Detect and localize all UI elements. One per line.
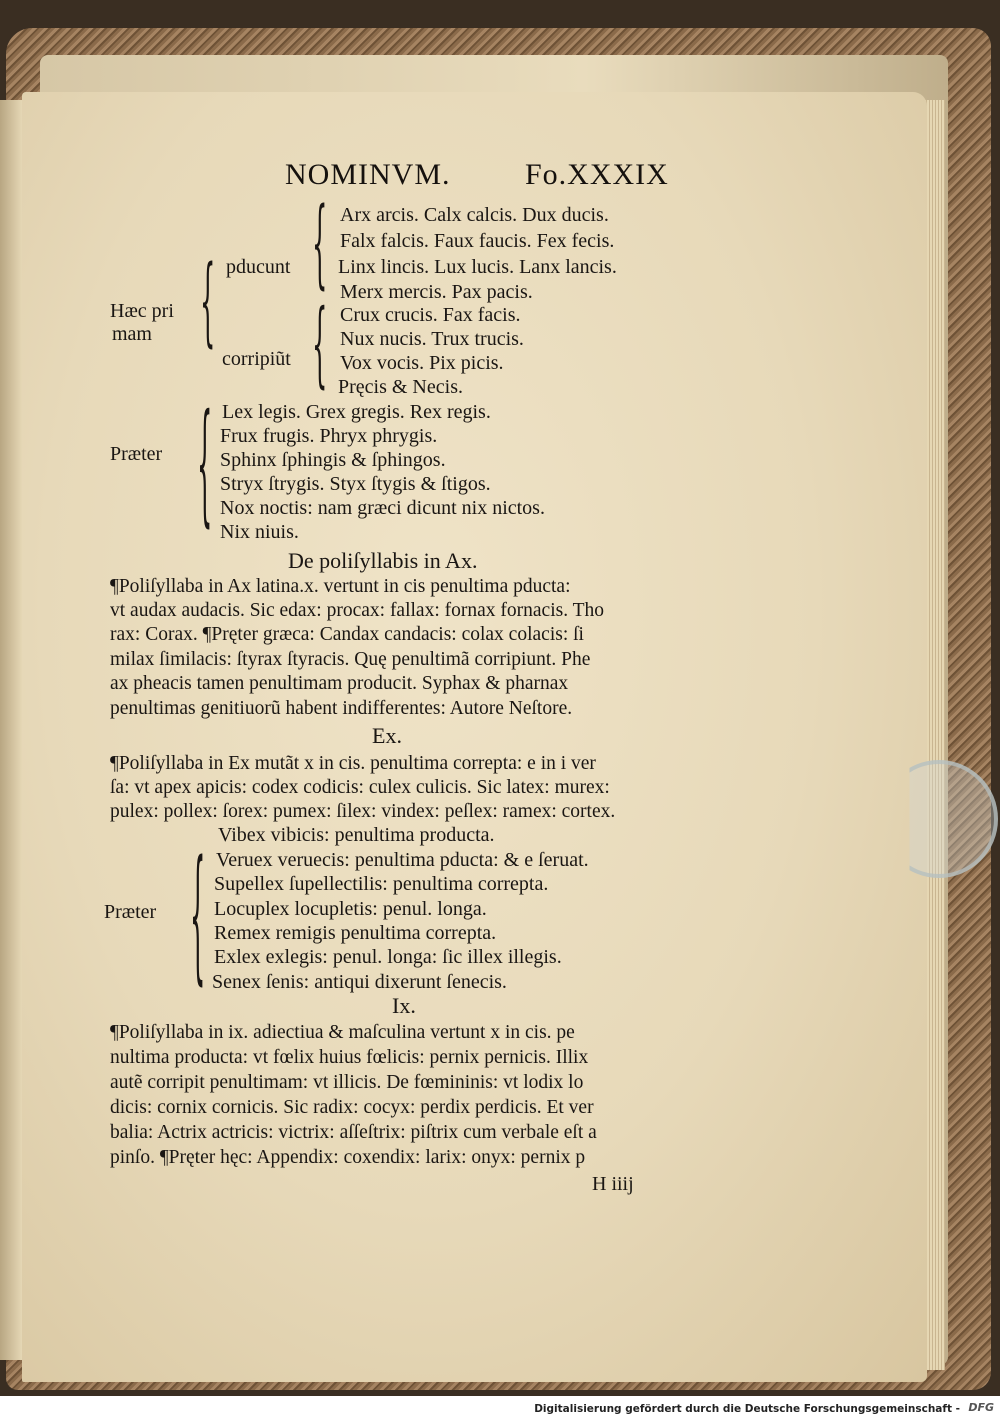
produce-line: Arx arcis. Calx calcis. Dux ducis. [340,204,609,226]
ex-list-line: Senex ſenis: antiqui dixerunt ſenecis. [212,971,507,993]
ix-paragraph-line: autẽ corripit penultimam: vt illicis. De fœmininis: vt lodix lo [110,1072,584,1093]
side-label-praeter: Præter [110,443,163,465]
heading-ex: Ex. [372,723,402,748]
heading-ix: Ix. [392,993,416,1018]
ex-paragraph-line: ¶Poliſyllaba in Ex mutãt x in cis. penultima correpta: e in i ver [110,753,596,774]
ex-paragraph-line: pulex: pollex: ſorex: pumex: ſilex: vindex: peſlex: ramex: cortex. [110,801,616,822]
ix-paragraph-line: ¶Poliſyllaba in ix. adiectiua & maſculina vertunt x in cis. pe [110,1022,575,1043]
dfg-logo-icon: DFG [968,1401,994,1414]
praeter-line: Lex legis. Grex gregis. Rex regis. [222,401,491,423]
ex-list-line: Remex remigis penultima correpta. [214,922,497,944]
ix-paragraph-line: balia: Actrix actricis: victrix: aſſeſtrix: piſtrix cum verbale eſt a [110,1122,597,1143]
corripiunt-line: Pręcis & Necis. [338,376,463,398]
running-header-left: NOMINVM. [285,158,451,191]
ax-paragraph-line: penultimas genitiuorũ habent indifferentes: Autore Neſtore. [110,698,573,719]
facing-page-strip [0,100,22,1360]
footer-credit: Digitalisierung gefördert durch die Deutsche Forschungsgemeinschaft - [534,1403,960,1415]
ax-paragraph-line: rax: Corax. ¶Pręter græca: Candax candacis: colax colacis: ſi [110,624,584,645]
praeter-line: Nox noctis: nam græci dicunt nix nictos. [220,497,545,519]
ex-paragraph-line: ſa: vt apex apicis: codex codicis: culex culicis. Sic latex: murex: [110,777,610,798]
ix-paragraph-line: pinſo. ¶Pręter hęc: Appendix: coxendix: larix: onyx: pernix p [110,1147,586,1168]
heading-ax: De poliſyllabis in Ax. [288,548,478,573]
corripiunt-line: Nux nucis. Trux trucis. [340,328,524,350]
signature-mark: H iiij [592,1173,634,1195]
ix-paragraph-line: dicis: cornix cornicis. Sic radix: cocyx: perdix perdicis. Et ver [110,1097,594,1118]
folio-number: Fo.XXXIX [525,158,669,191]
label-producunt: pducunt [226,256,291,278]
corripiunt-line: Vox vocis. Pix picis. [340,352,504,374]
produce-line: Linx lincis. Lux lucis. Lanx lancis. [338,256,617,278]
ax-paragraph-line: ax pheacis tamen penultimam producit. Syphax & pharnax [110,673,569,694]
ax-paragraph-line: milax ſimilacis: ſtyrax ſtyracis. Quę penultimã corripiunt. Phe [110,649,591,670]
label-corripiunt: corripiũt [222,348,291,370]
ex-list-line: Locuplex locupletis: penul. longa. [214,898,487,920]
outer-brace-left: { [200,246,216,359]
side-label-haec-primam-2: mam [112,323,152,345]
produce-line: Merx mercis. Pax pacis. [340,281,533,303]
praeter-line: Stryx ſtrygis. Styx ſtygis & ſtigos. [220,473,491,495]
praeter-line: Nix niuis. [220,521,299,543]
praeter-line: Sphinx ſphingis & ſphingos. [220,449,446,471]
ax-paragraph-line: ¶Poliſyllaba in Ax latina.x. vertunt in cis penultima pducta: [110,576,571,597]
side-label-haec-primam-1: Hæc pri [110,300,174,322]
brace-praeter: { [197,388,213,541]
ex-list-line: Supellex ſupellectilis: penultima correpta. [214,873,549,895]
ex-list-line: Exlex exlegis: penul. longa: ſic illex illegis. [214,946,562,968]
side-label-praeter-ex: Præter [104,901,157,923]
brace-praeter-ex: { [190,831,206,1001]
ix-paragraph-line: nultima producta: vt fœlix huius fœlicis: pernix pernicis. Illix [110,1047,589,1068]
brace-corripiunt: { [312,291,328,399]
brace-producunt: { [312,188,328,301]
ex-list-line: Veruex veruecis: penultima pducta: & e ſeruat. [216,849,589,871]
corripiunt-line: Crux crucis. Fax facis. [340,304,521,326]
praeter-line: Frux frugis. Phryx phrygis. [220,425,438,447]
ax-paragraph-line: vt audax audacis. Sic edax: procax: fallax: fornax fornacis. Tho [110,600,605,621]
ex-list-line: Vibex vibicis: penultima producta. [218,824,495,846]
footer-bar [0,1396,1000,1423]
produce-line: Falx falcis. Faux faucis. Fex fecis. [340,230,615,252]
